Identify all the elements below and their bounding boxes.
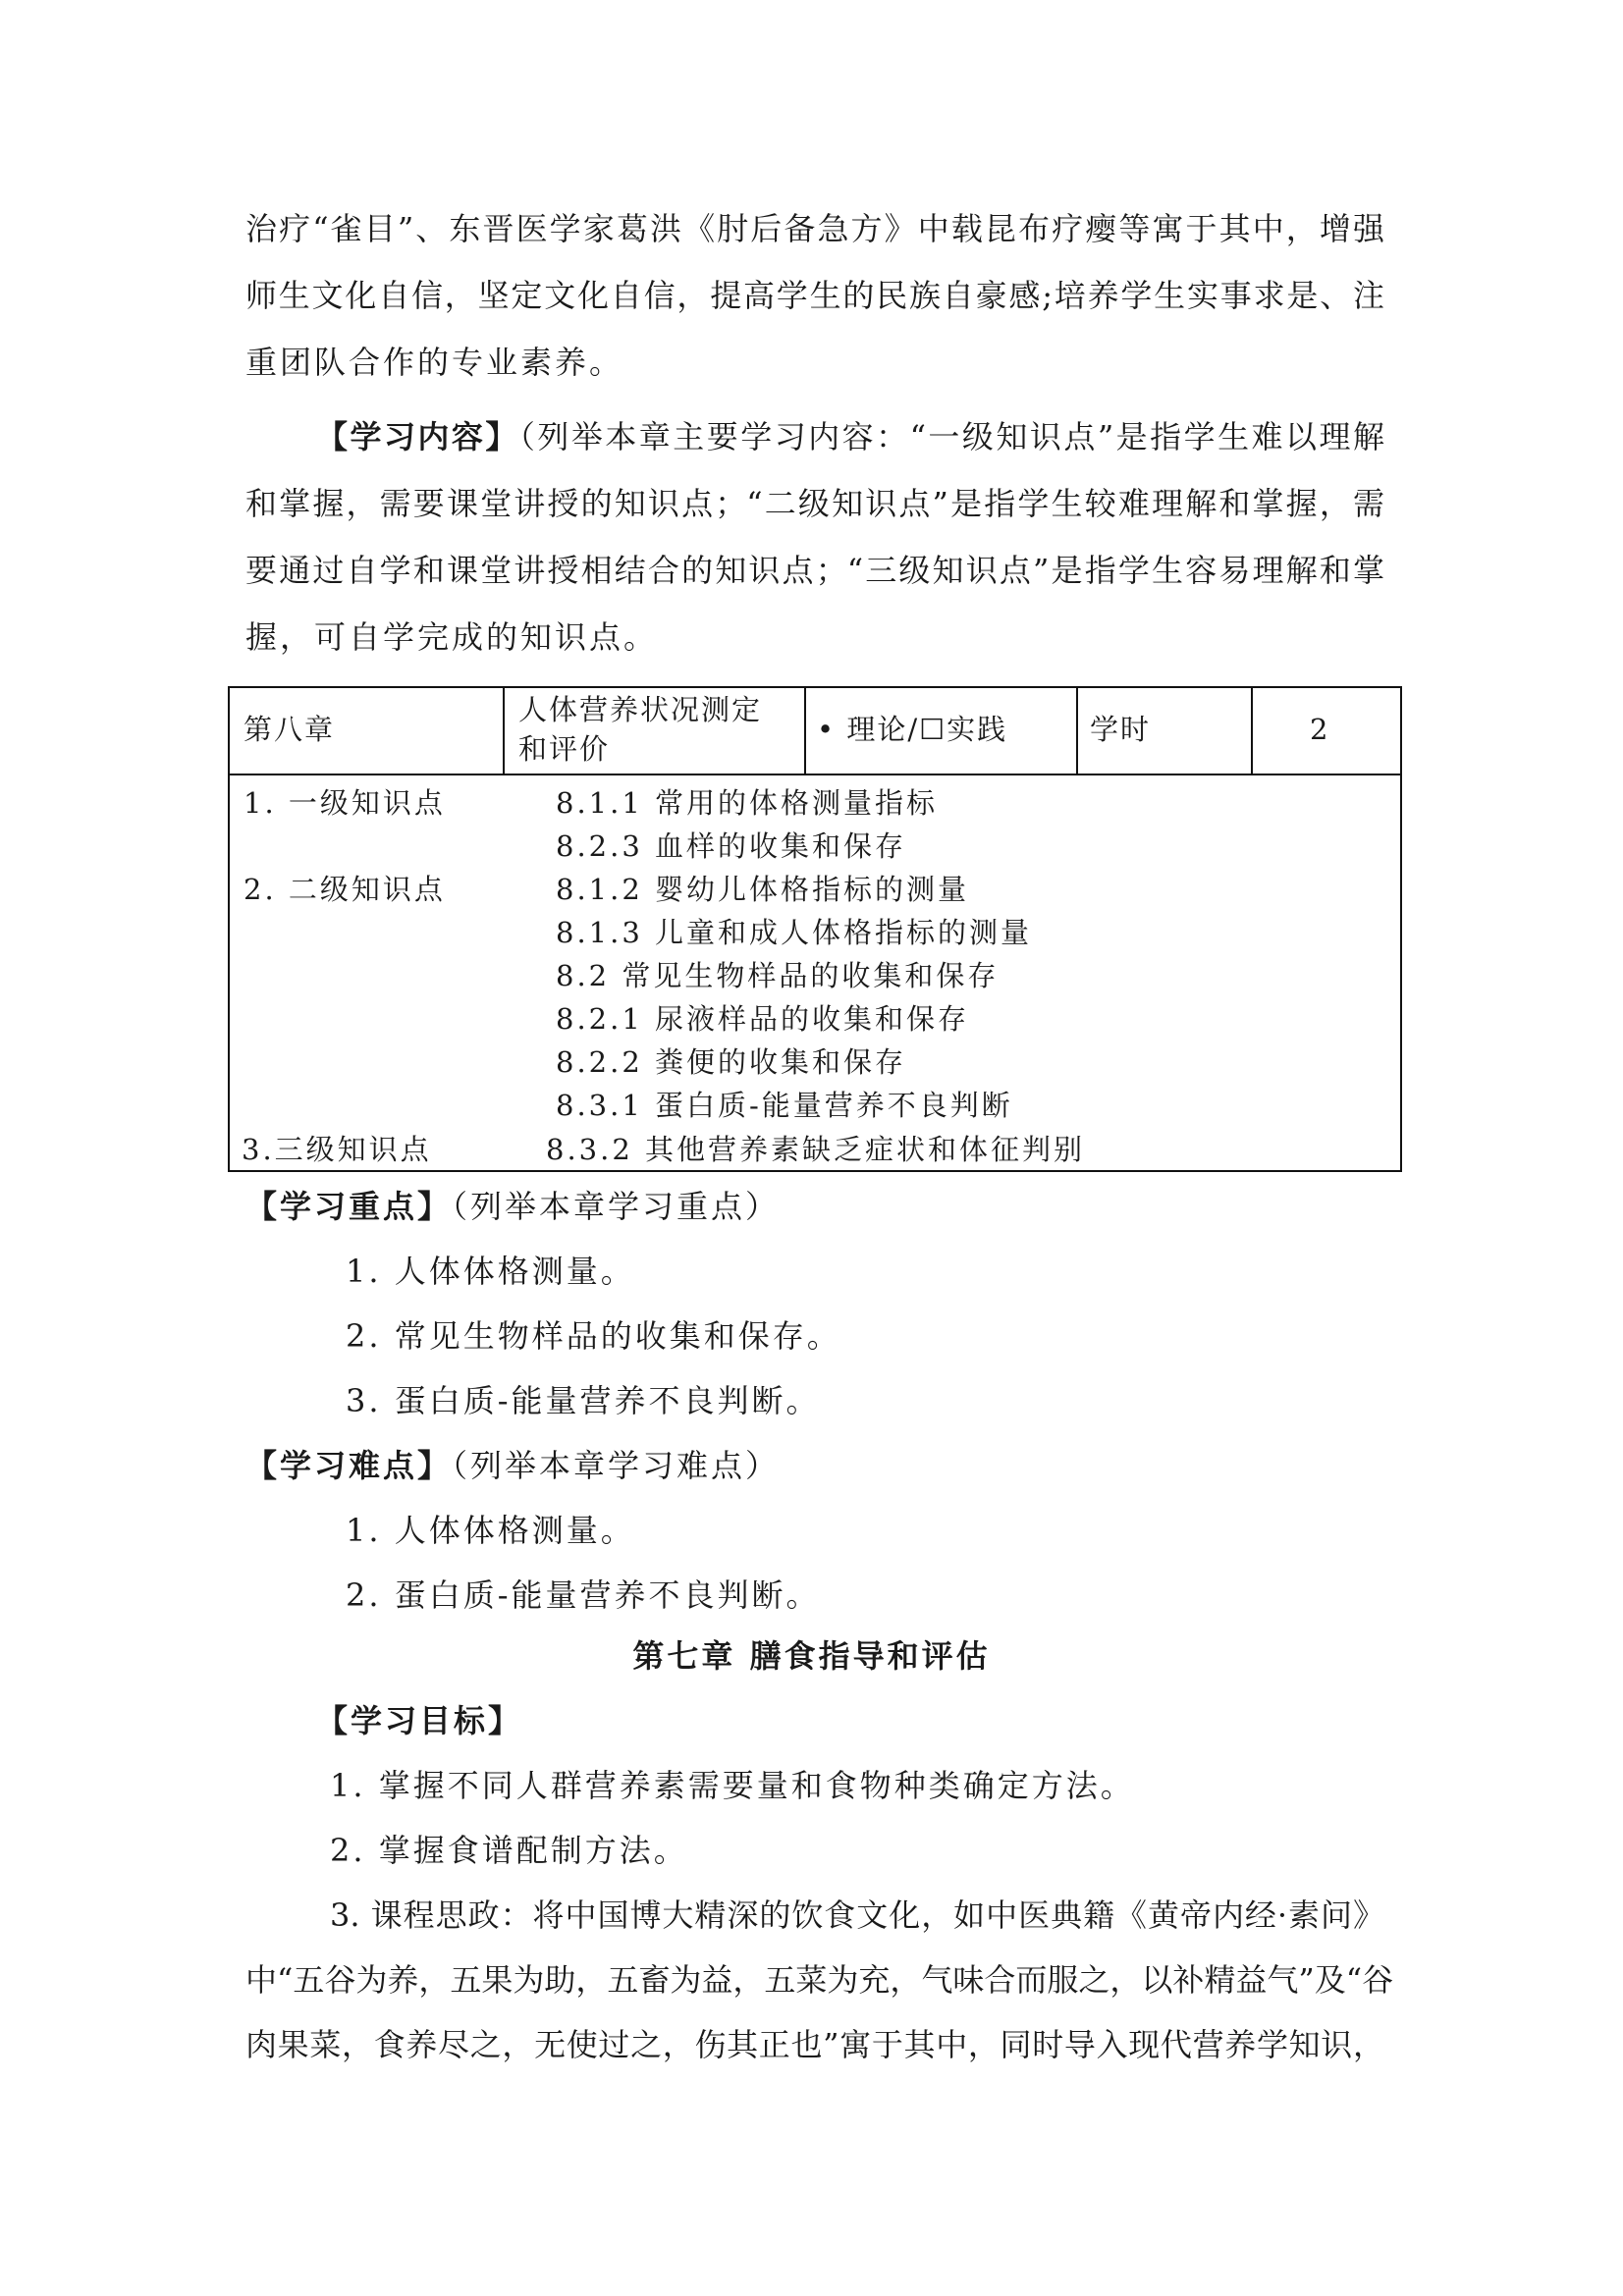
- level-3-label: 3.三级知识点: [242, 1133, 432, 1166]
- difficult-point-item: 2. 蛋白质-能量营养不良判断。: [346, 1576, 821, 1614]
- knowledge-item: 8.3.2 其他营养素缺乏症状和体征判别: [546, 1133, 1086, 1166]
- objective-continuation-line: 肉果菜，食养尽之，无使过之，伤其正也”寓于其中，同时导入现代营养学知识，: [245, 2026, 1384, 2063]
- level-2-label: 2. 二级知识点: [243, 873, 446, 906]
- table-divider: [1076, 688, 1078, 775]
- intro-line-1: 治疗“雀目”、东晋医学家葛洪《肘后备急方》中载昆布疗瘿等寓于其中，增强: [245, 210, 1384, 247]
- difficult-points-heading: [245, 1446, 780, 1485]
- table-header-row: [230, 688, 1400, 775]
- learning-content-line-2: 和掌握，需要课堂讲授的知识点；“二级知识点”是指学生较难理解和掌握，需: [245, 485, 1384, 522]
- objective-item: 1. 掌握不同人群营养素需要量和食物种类确定方法。: [330, 1767, 1135, 1804]
- key-points-heading: [245, 1187, 780, 1226]
- learning-content-line-4: 握，可自学完成的知识点。: [245, 618, 659, 656]
- knowledge-item: 8.2.1 尿液样品的收集和保存: [556, 1002, 970, 1036]
- topic-cell-line-1: 人体营养状况测定: [518, 693, 763, 726]
- learning-content-intro: （列举本章主要学习内容：“一级知识点”是指学生难以理解: [518, 418, 1384, 455]
- level-1-label: 1. 一级知识点: [243, 786, 446, 820]
- key-points-note: （列举本章学习重点）: [452, 1188, 781, 1225]
- learning-content-line-3: 要通过自学和课堂讲授相结合的知识点；“三级知识点”是指学生容易理解和掌: [245, 552, 1384, 589]
- chapter-cell: 第八章: [243, 713, 336, 746]
- hours-label-cell: 学时: [1090, 713, 1152, 746]
- knowledge-item: 8.1.3 儿童和成人体格指标的测量: [556, 916, 1033, 949]
- type-cell: • 理论/☐实践: [817, 713, 1008, 746]
- table-divider: [804, 688, 806, 775]
- chapter-title: 第七章 膳食指导和评估: [632, 1637, 991, 1675]
- difficult-points-label: 【学习难点】: [245, 1447, 453, 1484]
- learning-content-line-1: [316, 417, 1384, 456]
- knowledge-table: [228, 686, 1402, 1172]
- objective-continuation-line: 中“五谷为养，五果为助，五畜为益，五菜为充，气味合而服之，以补精益气”及“谷: [245, 1961, 1394, 1999]
- objectives-label: 【学习目标】: [316, 1702, 523, 1739]
- intro-line-3: 重团队合作的专业素养。: [245, 344, 624, 381]
- difficult-points-note: （列举本章学习难点）: [452, 1447, 781, 1484]
- key-points-label: 【学习重点】: [245, 1188, 453, 1225]
- knowledge-item: 8.2.2 粪便的收集和保存: [556, 1045, 907, 1079]
- key-point-item: 3. 蛋白质-能量营养不良判断。: [346, 1382, 821, 1419]
- knowledge-item: 8.1.2 婴幼儿体格指标的测量: [556, 873, 970, 906]
- key-point-item: 1. 人体体格测量。: [346, 1253, 635, 1290]
- knowledge-item: 8.1.1 常用的体格测量指标: [556, 786, 939, 820]
- table-divider: [503, 688, 505, 775]
- table-divider: [1251, 688, 1253, 775]
- intro-line-2: 师生文化自信，坚定文化自信，提高学生的民族自豪感;培养学生实事求是、注: [245, 277, 1384, 314]
- knowledge-item: 8.2.3 血样的收集和保存: [556, 829, 907, 863]
- objective-item: 3. 课程思政：将中国博大精深的饮食文化，如中医典籍《黄帝内经·素问》: [330, 1896, 1384, 1934]
- hours-value-cell: 2: [1310, 713, 1330, 746]
- knowledge-item: 8.3.1 蛋白质-能量营养不良判断: [556, 1089, 1013, 1122]
- learning-content-label: 【学习内容】: [316, 418, 519, 455]
- topic-cell-line-2: 和评价: [518, 732, 611, 766]
- objective-item: 2. 掌握食谱配制方法。: [330, 1832, 688, 1869]
- difficult-point-item: 1. 人体体格测量。: [346, 1512, 635, 1549]
- knowledge-item: 8.2 常见生物样品的收集和保存: [556, 959, 1000, 992]
- key-point-item: 2. 常见生物样品的收集和保存。: [346, 1317, 841, 1355]
